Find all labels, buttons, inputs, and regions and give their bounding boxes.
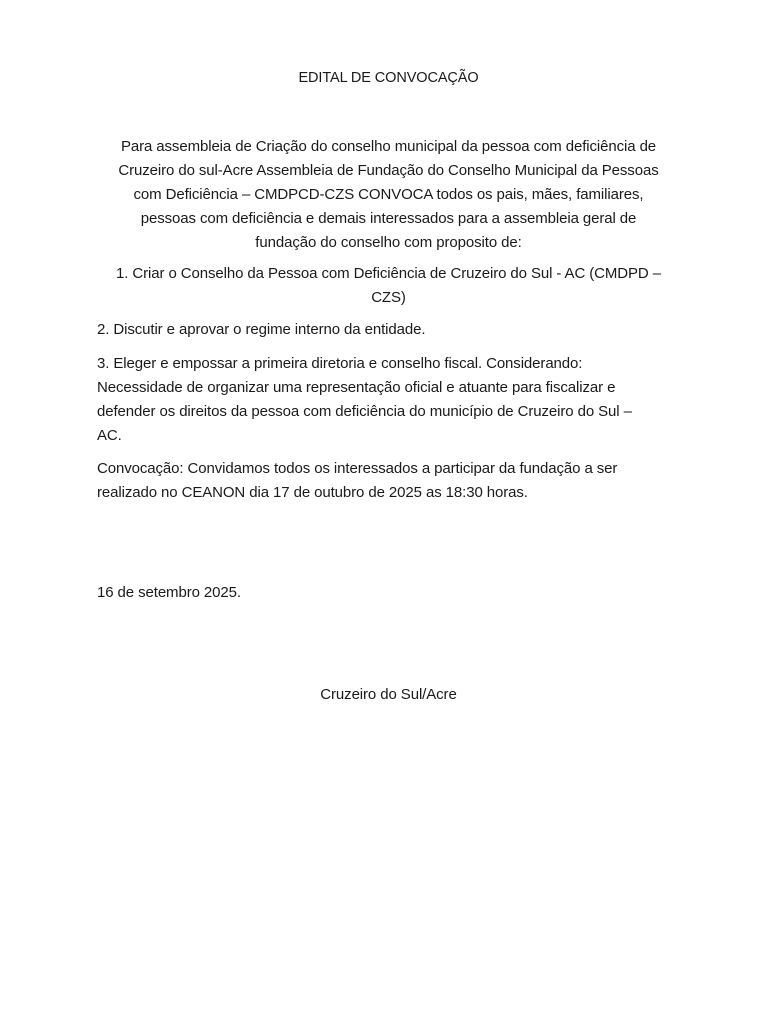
intro-line: Para assembleia de Criação do conselho municipal da pessoa com deficiência de	[120, 138, 657, 155]
item-3-line: 3. Eleger e empossar a primeira diretoria e conselho fiscal. Considerando:	[97, 355, 583, 372]
item-1-line: CZS)	[371, 289, 406, 306]
item-3-line: AC.	[97, 427, 122, 444]
item-1-line: 1. Criar o Conselho da Pessoa com Deficiência de Cruzeiro do Sul - AC (CMDPD –	[116, 265, 661, 282]
intro-line: Cruzeiro do sul-Acre Assembleia de Fundação do Conselho Municipal da Pessoas	[118, 162, 659, 179]
convocacao-line: Convocação: Convidamos todos os interessados a participar da fundação a ser	[97, 460, 618, 477]
item-3-line: Necessidade de organizar uma representação oficial e atuante para fiscalizar e	[97, 379, 616, 396]
convocacao-line: realizado no CEANON dia 17 de outubro de 2025 as 18:30 horas.	[97, 484, 528, 501]
document-place: Cruzeiro do Sul/Acre	[320, 686, 457, 703]
intro-line: pessoas com deficiência e demais interessados para a assembleia geral de	[140, 210, 637, 227]
document-date: 16 de setembro 2025.	[97, 584, 241, 601]
item-3-line: defender os direitos da pessoa com deficiência do município de Cruzeiro do Sul –	[97, 403, 632, 420]
item-2: 2. Discutir e aprovar o regime interno da entidade.	[97, 321, 426, 338]
intro-line: fundação do conselho com proposito de:	[255, 234, 522, 251]
document-title: EDITAL DE CONVOCAÇÃO	[298, 70, 479, 86]
intro-line: com Deficiência – CMDPCD-CZS CONVOCA todos os pais, mães, familiares,	[133, 186, 644, 203]
